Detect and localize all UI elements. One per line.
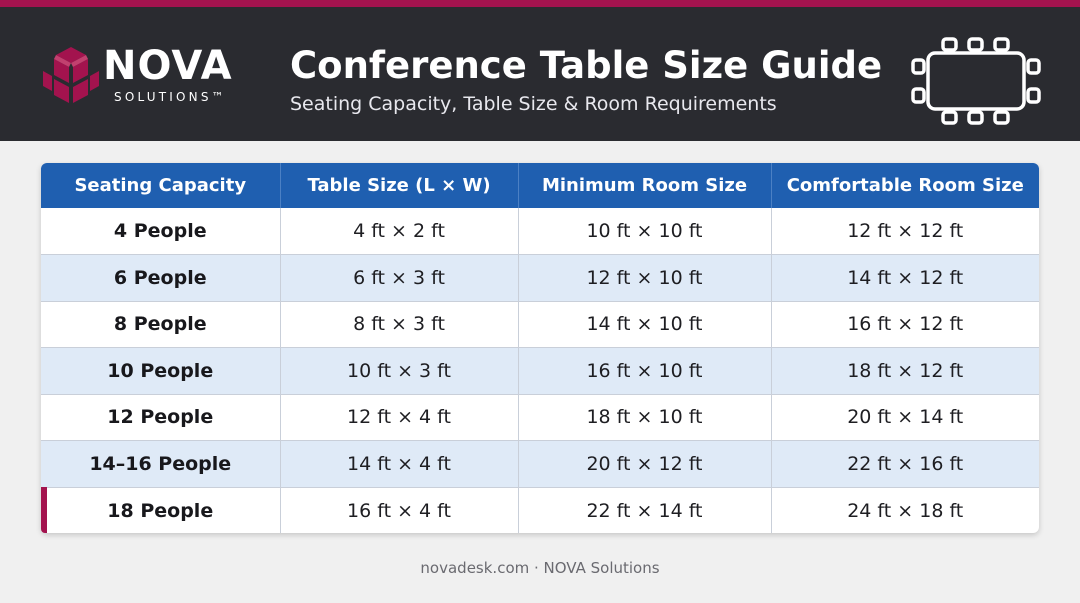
table-row	[41, 487, 1039, 533]
row-accent-marker	[41, 487, 47, 533]
seating-capacity-cell: 10 People	[41, 348, 280, 395]
comfortable-room-size-cell: 12 ft × 12 ft	[771, 208, 1039, 255]
column-header-minimum-room-size: Minimum Room Size	[518, 163, 771, 208]
column-header-comfortable-room-size: Comfortable Room Size	[771, 163, 1039, 208]
page-title: Conference Table Size Guide	[290, 44, 883, 87]
page-subtitle: Seating Capacity, Table Size & Room Requirements	[290, 93, 777, 115]
comfortable-room-size-cell: 22 ft × 16 ft	[771, 441, 1039, 488]
top-accent-stripe	[0, 0, 1080, 7]
table-row	[41, 394, 1039, 441]
table-size-cell: 14 ft × 4 ft	[280, 441, 518, 488]
minimum-room-size-cell: 14 ft × 10 ft	[518, 301, 771, 348]
seating-capacity-cell: 12 People	[41, 394, 280, 441]
brand-tagline: SOLUTIONS™	[114, 90, 227, 104]
minimum-room-size-cell: 16 ft × 10 ft	[518, 348, 771, 395]
table-row	[41, 301, 1039, 348]
brand-name: NOVA	[103, 43, 233, 89]
size-guide-table	[41, 163, 1039, 533]
table-header-row	[41, 163, 1039, 208]
conference-table-icon	[910, 35, 1042, 127]
minimum-room-size-cell: 20 ft × 12 ft	[518, 441, 771, 488]
table-size-cell: 8 ft × 3 ft	[280, 301, 518, 348]
brand-wordmark	[103, 45, 253, 104]
table-size-cell: 16 ft × 4 ft	[280, 487, 518, 533]
column-header-table-size: Table Size (L × W)	[280, 163, 518, 208]
seating-capacity-cell: 18 People	[41, 487, 280, 533]
table-size-cell: 10 ft × 3 ft	[280, 348, 518, 395]
table-row	[41, 348, 1039, 395]
column-header-seating-capacity: Seating Capacity	[41, 163, 280, 208]
comfortable-room-size-cell: 16 ft × 12 ft	[771, 301, 1039, 348]
table-size-cell: 6 ft × 3 ft	[280, 255, 518, 302]
seating-capacity-cell: 6 People	[41, 255, 280, 302]
table-row	[41, 208, 1039, 255]
table-row	[41, 441, 1039, 488]
minimum-room-size-cell: 12 ft × 10 ft	[518, 255, 771, 302]
minimum-room-size-cell: 22 ft × 14 ft	[518, 487, 771, 533]
comfortable-room-size-cell: 18 ft × 12 ft	[771, 348, 1039, 395]
comfortable-room-size-cell: 24 ft × 18 ft	[847, 499, 964, 522]
comfortable-room-size-cell: 20 ft × 14 ft	[771, 394, 1039, 441]
seating-capacity-cell: 14–16 People	[41, 441, 280, 488]
comfortable-room-size-cell: 14 ft × 12 ft	[771, 255, 1039, 302]
nova-cube-logo-icon	[40, 45, 102, 107]
minimum-room-size-cell: 18 ft × 10 ft	[518, 394, 771, 441]
minimum-room-size-cell: 10 ft × 10 ft	[518, 208, 771, 255]
seating-capacity-cell: 8 People	[41, 301, 280, 348]
footer-credit: novadesk.com · NOVA Solutions	[420, 559, 660, 577]
table-row	[41, 255, 1039, 302]
seating-capacity-cell: 4 People	[41, 208, 280, 255]
header-banner	[0, 7, 1080, 141]
table-size-cell: 12 ft × 4 ft	[280, 394, 518, 441]
table-size-cell: 4 ft × 2 ft	[280, 208, 518, 255]
